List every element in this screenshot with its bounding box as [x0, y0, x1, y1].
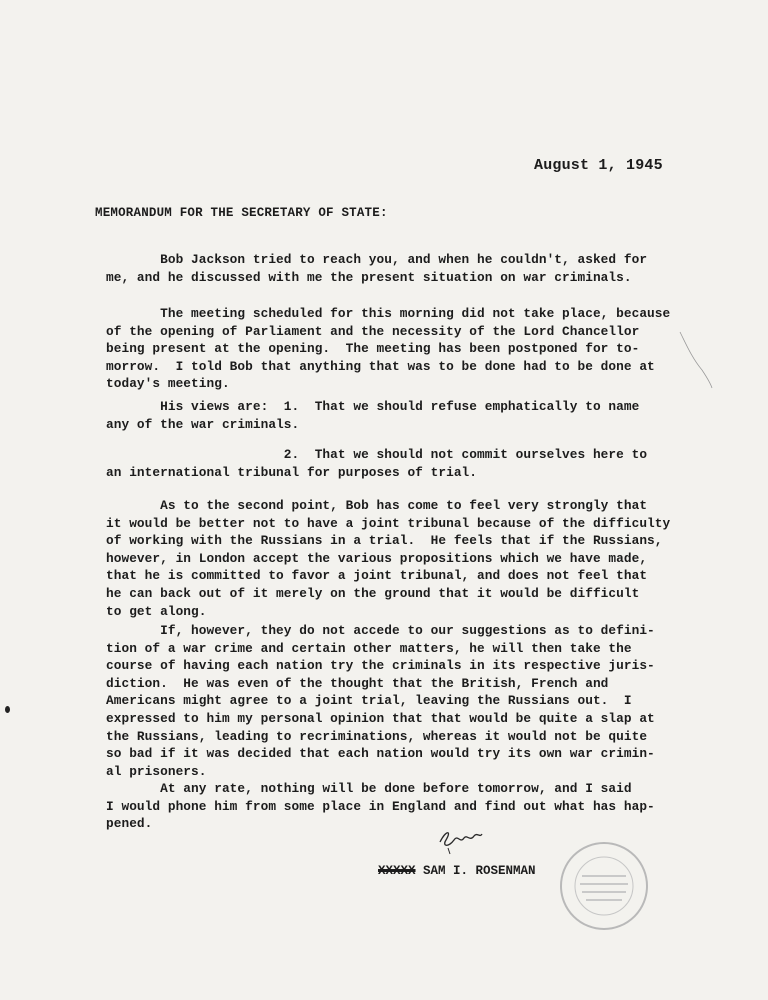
struck-out-text: XXXXX: [378, 864, 416, 878]
memo-paragraph-6: If, however, they do not accede to our suggestions as to defini- tion of a war crime and certain other matters, he will then take the course of having each nation try the criminals in its respective juris- diction. He was even of the thought that the British, French and Americans might agree to a joint trial, leaving the Russians out. I expressed to him my personal opinion that that would be quite a slap at the Russians, leading to recriminations, whereas it would not be quite so bad if it was decided that each nation would try its own war crimin- al prisoners.: [106, 623, 655, 779]
signature-block: [378, 864, 536, 878]
archive-stamp-icon: [556, 838, 652, 934]
memo-heading: MEMORANDUM FOR THE SECRETARY OF STATE:: [95, 206, 388, 220]
memo-paragraph-5: As to the second point, Bob has come to feel very strongly that it would be better not to have a joint tribunal because of the difficulty of working with the Russians in a trial. He feels that if the Russians, however, in London accept the various propositions which we have made, that he is committed to favor a joint tribunal, and does not feel that he can back out of it merely on the ground that it would be difficult to get along.: [106, 498, 671, 619]
memo-paragraph-1: Bob Jackson tried to reach you, and when he couldn't, asked for me, and he discussed with me the present situation on war criminals.: [106, 252, 648, 285]
memo-paragraph-7: At any rate, nothing will be done before tomorrow, and I said I would phone him from some place in England and find out what has hap- pened.: [106, 781, 655, 832]
signature-name: SAM I. ROSENMAN: [423, 864, 536, 878]
margin-dot: [5, 706, 10, 713]
memo-paragraph-4: 2. That we should not commit ourselves here to an international tribunal for purposes of trial.: [106, 447, 648, 480]
margin-pencil-mark: [676, 330, 714, 390]
memo-date: August 1, 1945: [534, 157, 663, 174]
memo-paragraph-3: His views are: 1. That we should refuse emphatically to name any of the war criminals.: [106, 399, 640, 432]
handwritten-initials-icon: [434, 826, 484, 856]
memo-paragraph-2: The meeting scheduled for this morning did not take place, because of the opening of Parliament and the necessity of the Lord Chancellor being present at the opening. The meeting has been postponed for to- morrow. I told Bob that anything that was to be done had to be done at today's meeting.: [106, 306, 671, 392]
